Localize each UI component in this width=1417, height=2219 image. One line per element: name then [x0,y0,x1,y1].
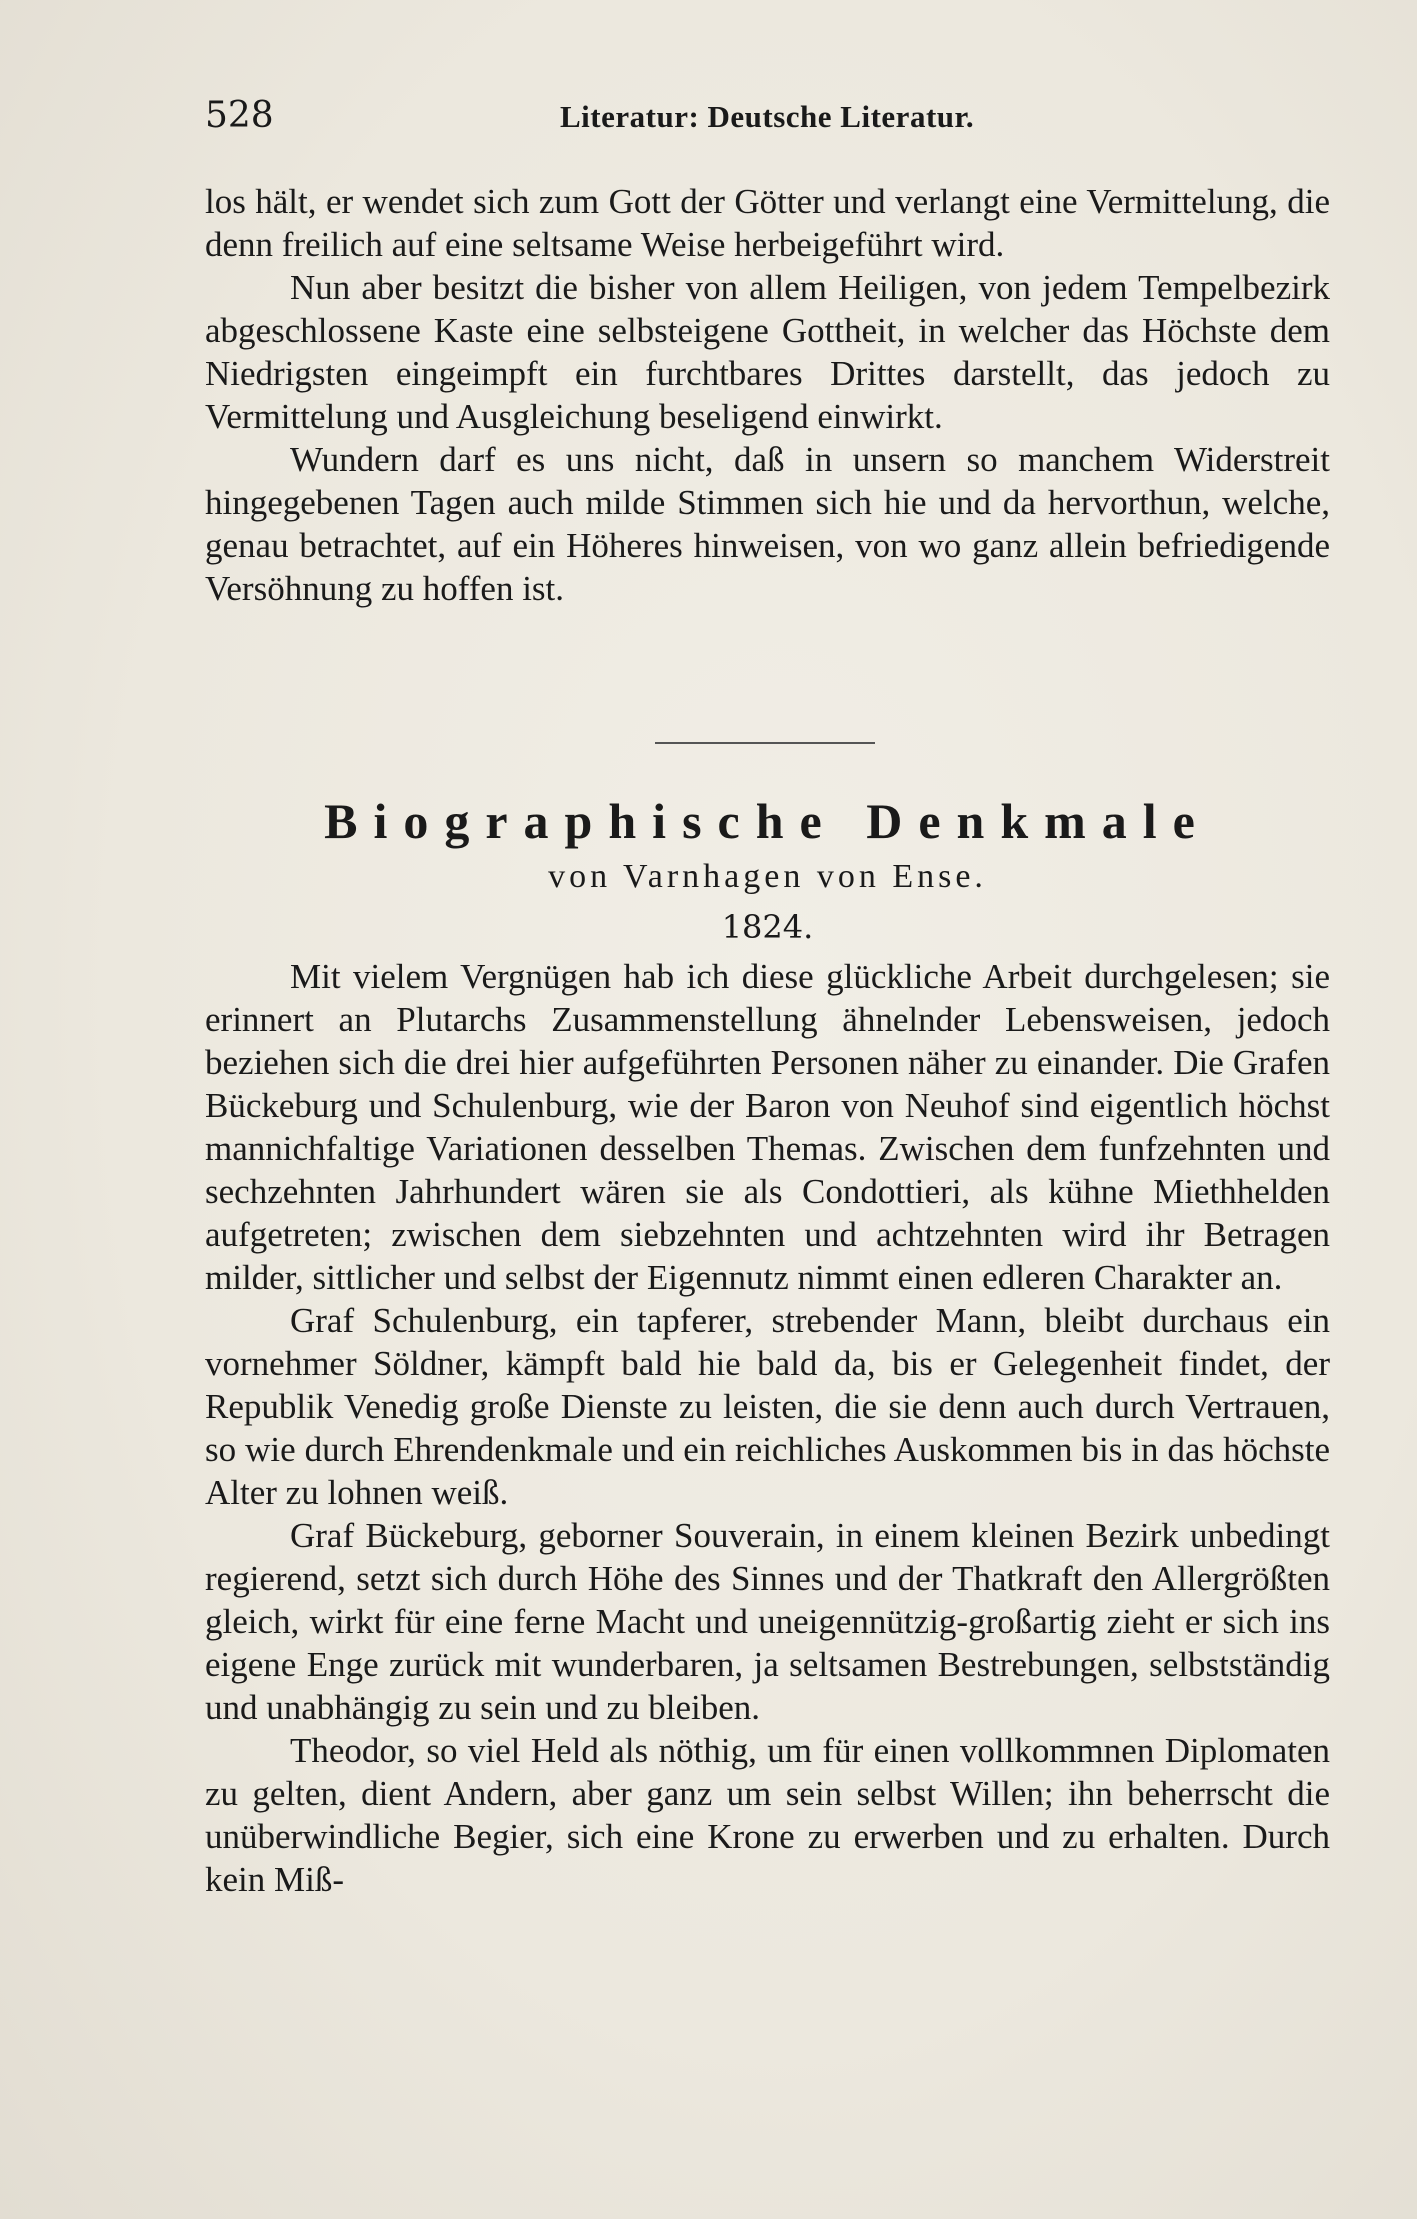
section-subtitle: von Varnhagen von Ense. [548,858,987,895]
section-title: Biographische Denkmale [324,793,1211,849]
paragraph: Graf Schulenburg, ein tapferer, strebender Mann, bleibt durchaus ein vornehmer Söldner, kämpft bald hie bald da, bis er Gelegenheit findet, der Republik Venedig große Dienste zu leisten, die sie denn auch durch Vertrauen, so wie durch Ehrendenkmale und ein reichliches Auskommen bis in das höchste Alter zu lohnen weiß. [205,1301,1330,1512]
section-divider [655,742,875,744]
paragraph: Wundern darf es uns nicht, daß in unsern so manchem Widerstreit hingegebenen Tagen auch milde Stimmen sich hie und da hervorthun, welche, genau betrachtet, auf ein Höheres hinweisen, von wo ganz allein befriedigende Versöhnung zu hoffen ist. [205,440,1330,608]
paragraph: Nun aber besitzt die bisher von allem Heiligen, von jedem Tempelbezirk abgeschlossene Kaste eine selbsteigene Gottheit, in welcher das Höchste dem Niedrigsten eingeimpft ein furchtbares Drittes darstellt, das jedoch zu Vermittelung und Ausgleichung beseligend einwirkt. [205,268,1330,436]
section-year: 1824. [721,908,814,946]
text-block-biographische-denkmale [205,955,1330,1901]
page-number: 528 [205,95,274,136]
text-block-continuation [205,180,1330,610]
page-header [205,95,1335,145]
paragraph: Theodor, so viel Held als nöthig, um für einen vollkommnen Diplomaten zu gelten, dient Andern, aber ganz um sein selbst Willen; ihn beherrscht die unüberwindliche Begier, sich eine Krone zu erwerben und zu erhalten. Durch kein Miß- [205,1731,1330,1899]
running-head: Literatur: Deutsche Literatur. [560,99,975,134]
paragraph: Graf Bückeburg, geborner Souverain, in einem kleinen Bezirk unbedingt regierend, setzt sich durch Höhe des Sinnes und der Thatkraft den Allergrößten gleich, wirkt für eine ferne Macht und uneigennützig-großartig zieht er sich ins eigene Enge zurück mit wunderbaren, ja seltsamen Bestrebungen, selbstständig und unabhängig zu sein und zu bleiben. [205,1516,1330,1727]
paragraph: los hält, er wendet sich zum Gott der Götter und verlangt eine Vermittelung, die denn freilich auf eine seltsame Weise herbeigeführt wird. [205,182,1330,264]
paragraph: Mit vielem Vergnügen hab ich diese glückliche Arbeit durchgelesen; sie erinnert an Plutarchs Zusammenstellung ähnelnder Lebensweisen, jedoch beziehen sich die drei hier aufgeführten Personen näher zu einander. Die Grafen Bückeburg und Schulenburg, wie der Baron von Neuhof sind eigentlich höchst mannichfaltige Variationen desselben Themas. Zwischen dem funfzehnten und sechzehnten Jahrhundert wären sie als Condottieri, als kühne Miethhelden aufgetreten; zwischen dem siebzehnten und achtzehnten wird ihr Betragen milder, sittlicher und selbst der Eigennutz nimmt einen edleren Charakter an. [205,957,1330,1297]
